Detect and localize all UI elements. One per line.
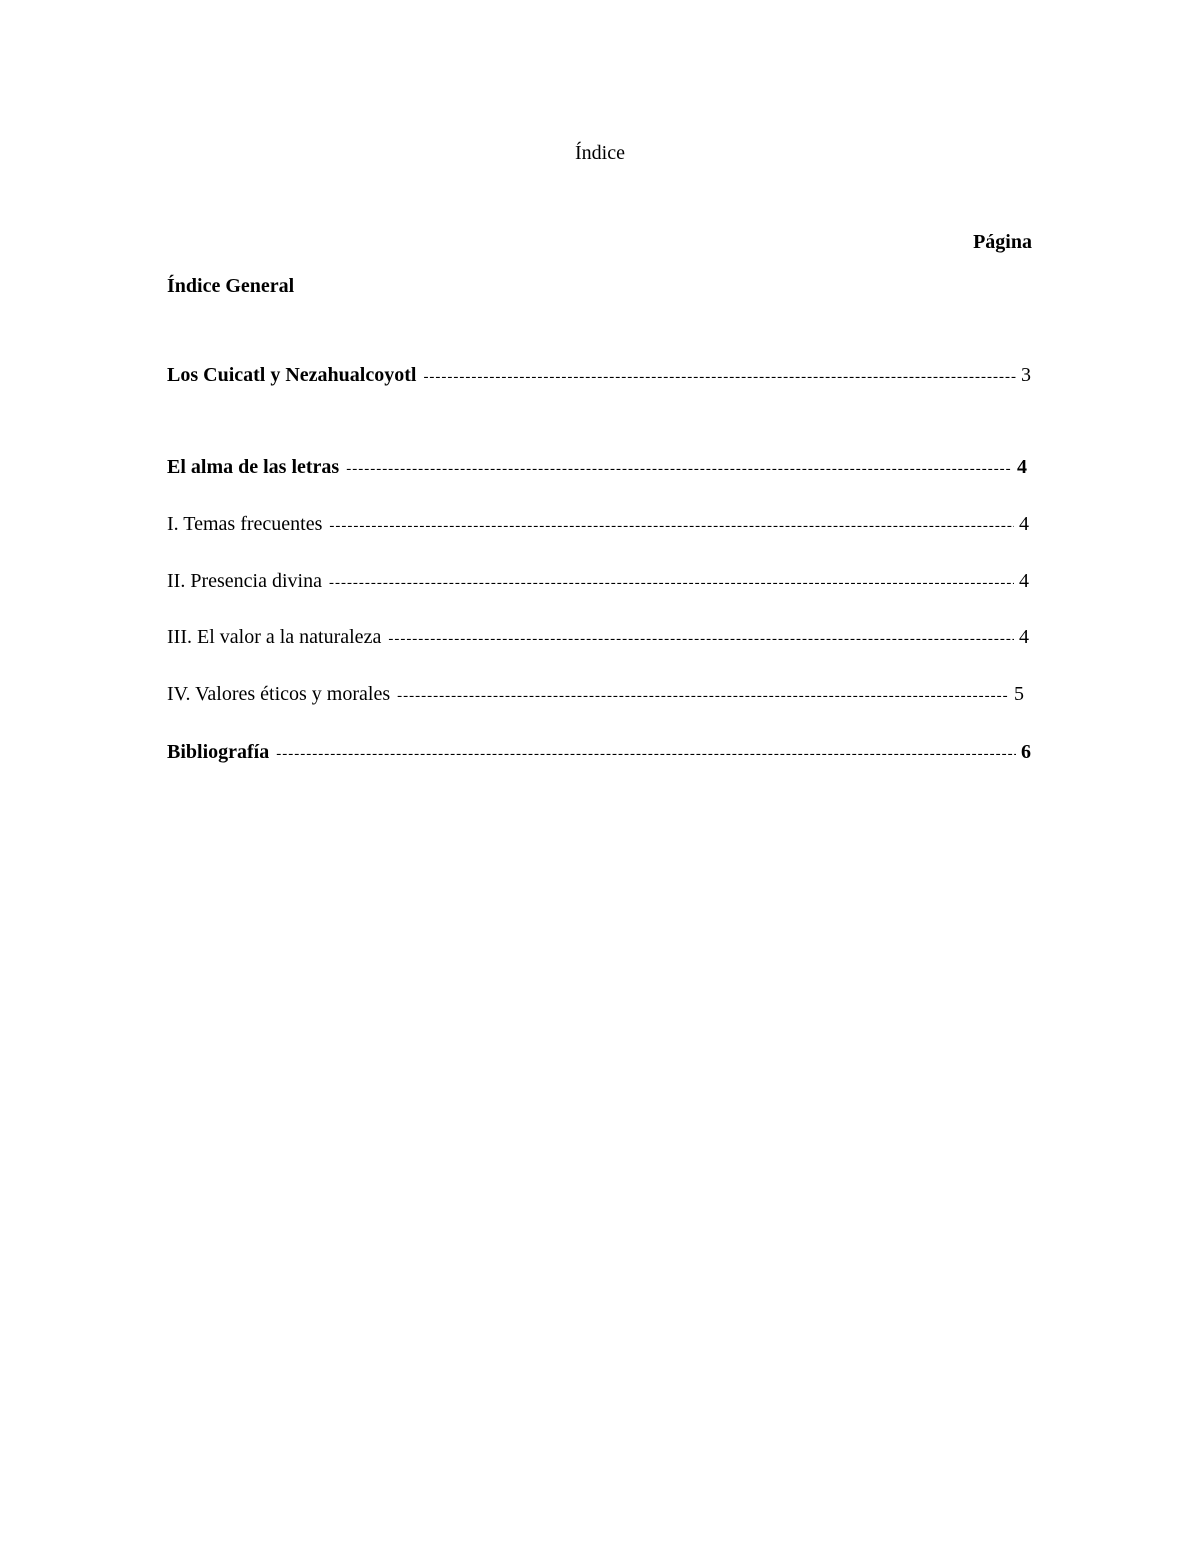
page-column-header: Página bbox=[973, 231, 1032, 253]
toc-entry-title: I. Temas frecuentes bbox=[167, 513, 323, 535]
toc-entry-valores-eticos[interactable] bbox=[167, 681, 1024, 709]
toc-leader-dots bbox=[388, 626, 1014, 652]
general-index-heading: Índice General bbox=[167, 275, 295, 297]
toc-entry-page: 3 bbox=[1021, 364, 1031, 386]
toc-entry-title: Los Cuicatl y Nezahualcoyotl bbox=[167, 364, 417, 386]
toc-leader-dots bbox=[423, 364, 1016, 390]
toc-entry-title: IV. Valores éticos y morales bbox=[167, 683, 391, 705]
toc-entry-temas-frecuentes[interactable] bbox=[167, 511, 1029, 539]
toc-entry-page: 4 bbox=[1019, 570, 1029, 592]
toc-leader-dots bbox=[329, 513, 1014, 539]
toc-leader-dots bbox=[329, 570, 1014, 596]
toc-entry-cuicatl[interactable] bbox=[167, 362, 1031, 390]
toc-entry-bibliografia[interactable] bbox=[167, 739, 1031, 767]
toc-leader-dots bbox=[397, 683, 1009, 709]
toc-entry-page: 5 bbox=[1014, 683, 1024, 705]
toc-leader-dots bbox=[276, 741, 1016, 767]
toc-entry-title: Bibliografía bbox=[167, 741, 270, 763]
page-title: Índice bbox=[575, 142, 625, 164]
toc-entry-title: II. Presencia divina bbox=[167, 570, 322, 592]
toc-entry-valor-naturaleza[interactable] bbox=[167, 624, 1029, 652]
toc-entry-alma-letras[interactable] bbox=[167, 454, 1027, 482]
toc-entry-title: El alma de las letras bbox=[167, 456, 340, 478]
toc-entry-page: 4 bbox=[1019, 513, 1029, 535]
toc-entry-page: 4 bbox=[1019, 626, 1029, 648]
toc-entry-presencia-divina[interactable] bbox=[167, 568, 1029, 596]
toc-leader-dots bbox=[346, 456, 1012, 482]
toc-entry-title: III. El valor a la naturaleza bbox=[167, 626, 382, 648]
toc-entry-page: 6 bbox=[1021, 741, 1031, 763]
toc-entry-page: 4 bbox=[1017, 456, 1027, 478]
